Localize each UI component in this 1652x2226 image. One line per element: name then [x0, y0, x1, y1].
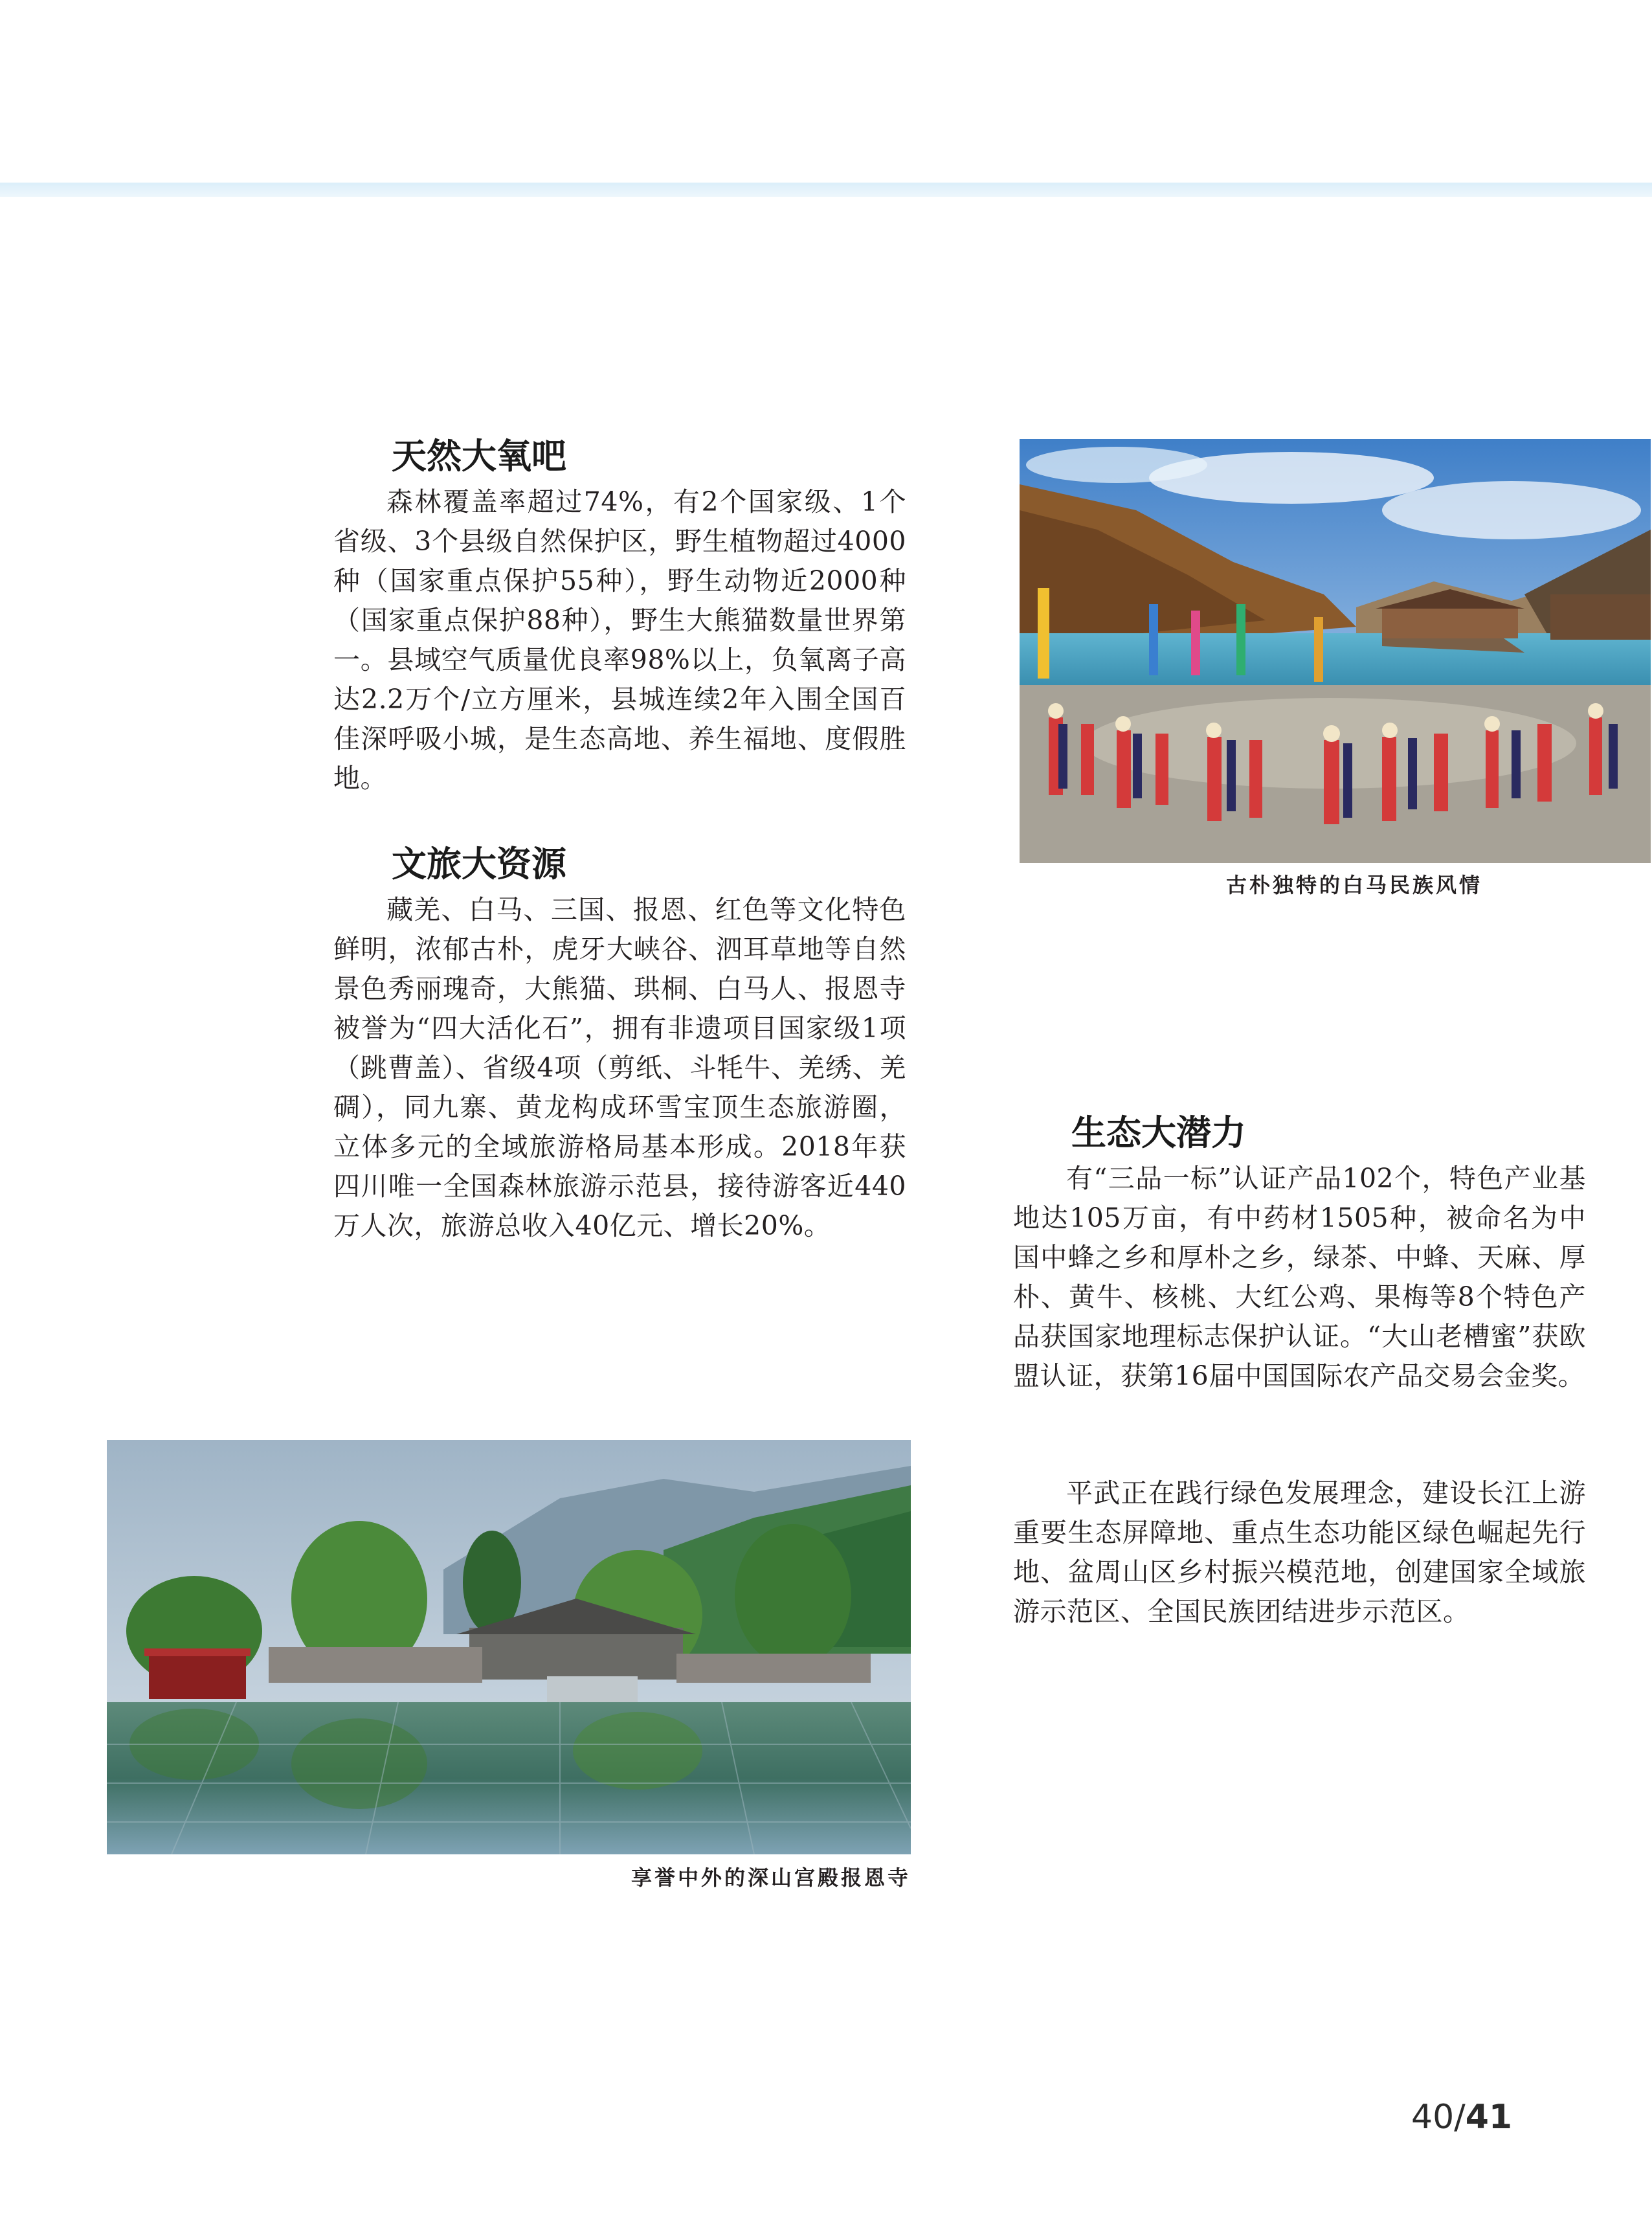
section-paragraph-ecology-2: 平武正在践行绿色发展理念，建设长江上游重要生态屏障地、重点生态功能区绿色崛起先行地、盆周山区乡村振兴模范地，创建国家全域旅游示范区、全国民族团结进步示范区。: [1013, 1478, 1586, 1627]
baoen-temple-photo: [107, 1440, 911, 1854]
page-number-right: 41: [1465, 2098, 1513, 2137]
section-paragraph-oxygen: 森林覆盖率超过74%，有2个国家级、1个省级、3个县级自然保护区，野生植物超过4000种（国家重点保护55种），野生动物近2000种（国家重点保护88种），野生大熊猫数量世界第一。县域空气质量优良率98%以上，负氧离子高达2.2万个/立方厘米，县城连续2年入围全国百佳深呼吸小城，是生态高地、养生福地、度假胜地。: [333, 486, 906, 794]
page-number-separator: /: [1454, 2098, 1466, 2137]
section-heading-oxygen: 天然大氧吧: [392, 436, 566, 477]
section-heading-tourism: 文旅大资源: [392, 844, 566, 884]
top-decorative-band: [0, 183, 1652, 197]
page-number-left: 40: [1411, 2098, 1455, 2137]
baima-folk-photo: [1020, 439, 1651, 863]
baima-folk-caption: 古朴独特的白马民族风情: [1225, 873, 1482, 897]
section-paragraph-tourism: 藏羌、白马、三国、报恩、红色等文化特色鲜明，浓郁古朴，虎牙大峡谷、泗耳草地等自然景色秀丽瑰奇，大熊猫、珙桐、白马人、报恩寺被誉为“四大活化石”，拥有非遗项目国家级1项（跳曹盖）、省级4项（剪纸、斗牦牛、羌绣、羌碉），同九寨、黄龙构成环雪宝顶生态旅游圈，立体多元的全域旅游格局基本形成。2018年获四川唯一全国森林旅游示范县，接待游客近440万人次，旅游总收入40亿元、增长20%。: [333, 894, 906, 1241]
baoen-temple-caption: 享誉中外的深山宫殿报恩寺: [631, 1865, 911, 1890]
page-number: [1411, 2098, 1512, 2137]
section-heading-ecology: 生态大潜力: [1071, 1112, 1246, 1153]
section-paragraph-ecology-1: 有“三品一标”认证产品102个，特色产业基地达105万亩，有中药材1505种，被命名为中国中蜂之乡和厚朴之乡，绿茶、中蜂、天麻、厚朴、黄牛、核桃、大红公鸡、果梅等8个特色产品获国家地理标志保护认证。“大山老槽蜜”获欧盟认证，获第16届中国国际农产品交易会金奖。: [1013, 1163, 1586, 1391]
